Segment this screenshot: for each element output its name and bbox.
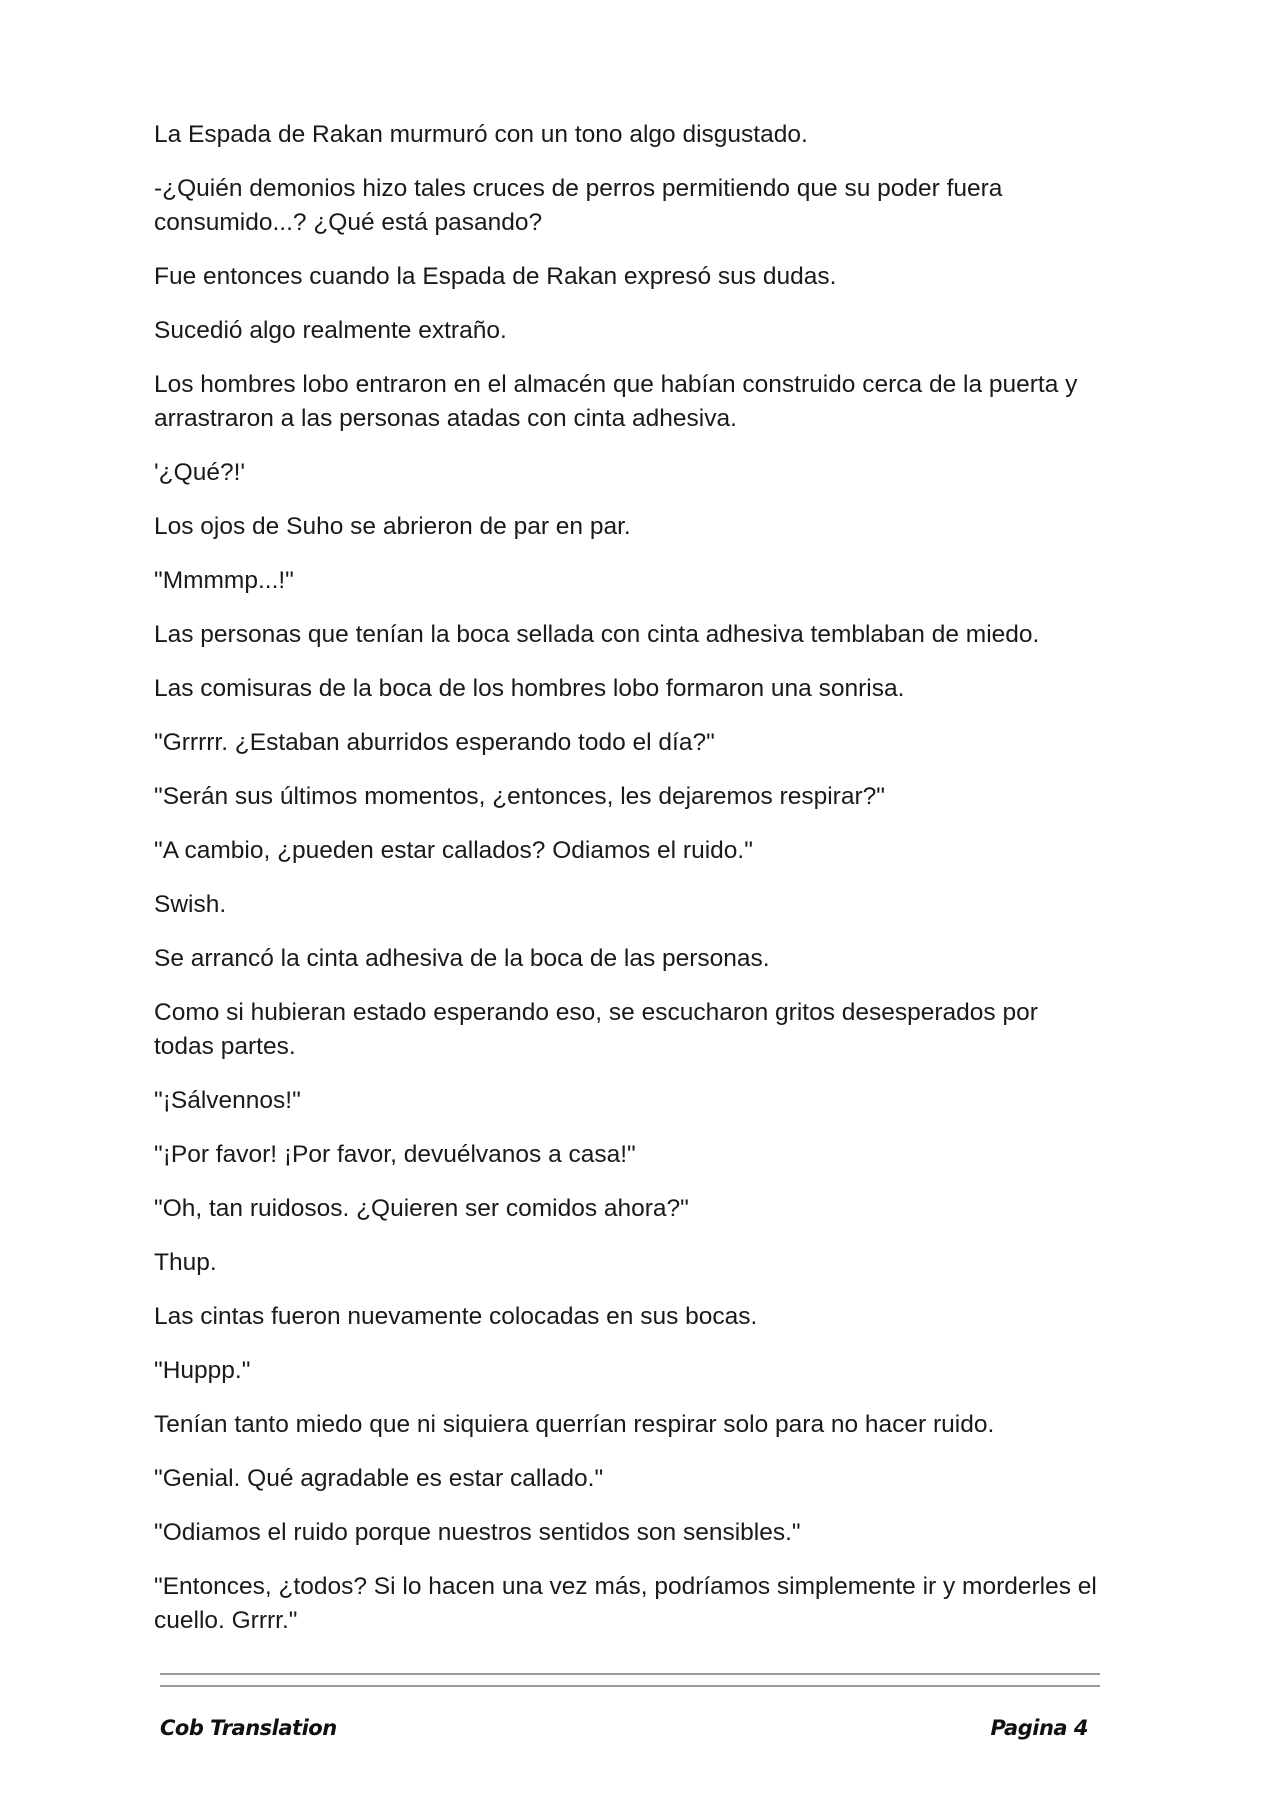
paragraph: "Genial. Qué agradable es estar callado." bbox=[154, 1465, 604, 1492]
paragraph: "A cambio, ¿pueden estar callados? Odiamos el ruido." bbox=[154, 837, 753, 864]
paragraph: La Espada de Rakan murmuró con un tono algo disgustado. bbox=[154, 121, 808, 148]
paragraph: "Entonces, ¿todos? Si lo hacen una vez más, podríamos simplemente ir y morderles el cuello. Grrrr." bbox=[154, 1573, 1097, 1634]
footer-divider bbox=[160, 1673, 1100, 1675]
footer-divider bbox=[160, 1685, 1100, 1687]
paragraph: Las cintas fueron nuevamente colocadas en sus bocas. bbox=[154, 1303, 758, 1330]
paragraph: -¿Quién demonios hizo tales cruces de perros permitiendo que su poder fuera consumido...? ¿Qué está pasando? bbox=[154, 175, 1003, 236]
paragraph: Tenían tanto miedo que ni siquiera querrían respirar solo para no hacer ruido. bbox=[154, 1411, 995, 1438]
footer-translator-credit: Cob Translation bbox=[160, 1716, 337, 1740]
paragraph: "Grrrrr. ¿Estaban aburridos esperando todo el día?" bbox=[154, 729, 715, 756]
paragraph: Como si hubieran estado esperando eso, se escucharon gritos desesperados por todas partes. bbox=[154, 999, 1038, 1060]
page-body bbox=[154, 118, 1104, 1658]
paragraph: Las comisuras de la boca de los hombres lobo formaron una sonrisa. bbox=[154, 675, 905, 702]
paragraph: "Odiamos el ruido porque nuestros sentidos son sensibles." bbox=[154, 1519, 801, 1546]
paragraph: Se arrancó la cinta adhesiva de la boca de las personas. bbox=[154, 945, 770, 972]
paragraph: Los ojos de Suho se abrieron de par en par. bbox=[154, 513, 631, 540]
footer-page-number: Pagina 4 bbox=[990, 1716, 1088, 1740]
paragraph: "¡Sálvennos!" bbox=[154, 1087, 301, 1114]
paragraph: Swish. bbox=[154, 891, 227, 918]
paragraph: Los hombres lobo entraron en el almacén que habían construido cerca de la puerta y arrastraron a las personas atadas con cinta adhesiva. bbox=[154, 371, 1078, 432]
paragraph: "Oh, tan ruidosos. ¿Quieren ser comidos ahora?" bbox=[154, 1195, 689, 1222]
paragraph: Sucedió algo realmente extraño. bbox=[154, 317, 507, 344]
paragraph: "¡Por favor! ¡Por favor, devuélvanos a casa!" bbox=[154, 1141, 636, 1168]
paragraph: Thup. bbox=[154, 1249, 217, 1276]
paragraph: Las personas que tenían la boca sellada con cinta adhesiva temblaban de miedo. bbox=[154, 621, 1040, 648]
paragraph: "Serán sus últimos momentos, ¿entonces, les dejaremos respirar?" bbox=[154, 783, 885, 810]
paragraph: Fue entonces cuando la Espada de Rakan expresó sus dudas. bbox=[154, 263, 837, 290]
paragraph: '¿Qué?!' bbox=[154, 459, 246, 486]
paragraph: "Huppp." bbox=[154, 1357, 251, 1384]
paragraph: "Mmmmp...!" bbox=[154, 567, 294, 594]
